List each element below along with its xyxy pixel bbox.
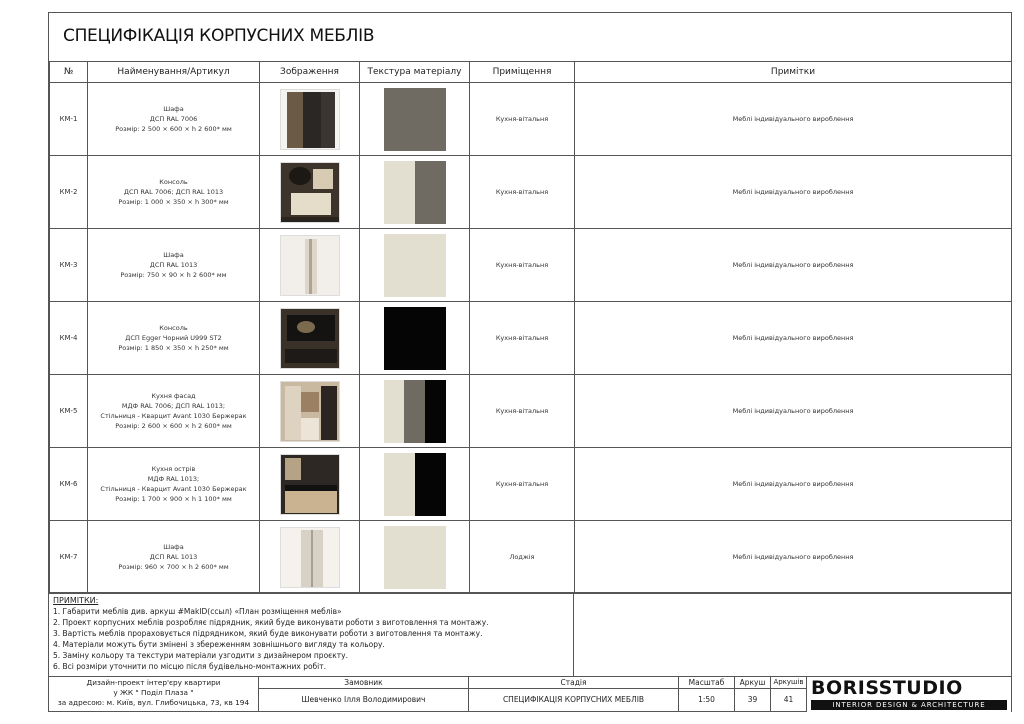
swatch-color (415, 161, 446, 224)
title-band (49, 13, 1011, 62)
row-code: КМ-6 (50, 448, 88, 521)
swatch-color (384, 161, 415, 224)
logo-text: BORISSTUDIO (811, 677, 963, 699)
customer-value: Шевченко Ілля Володимирович (301, 695, 426, 704)
row-room: Кухня-вітальня (470, 83, 575, 156)
studio-logo (807, 677, 1011, 712)
swatch-color (425, 380, 446, 443)
scale-value: 1:50 (698, 695, 715, 704)
row-name-line: Розмір: 1 700 × 900 × h 1 100* мм (115, 495, 232, 503)
row-texture-cell (360, 156, 470, 229)
row-image-cell (260, 448, 360, 521)
row-name (88, 156, 260, 229)
table-row (50, 375, 1012, 448)
row-code: КМ-2 (50, 156, 88, 229)
row-name-line: ДСП RAL 7006 (149, 115, 198, 123)
table-row (50, 83, 1012, 156)
spec-table (49, 61, 1012, 594)
row-texture-cell (360, 229, 470, 302)
swatch-color (384, 234, 446, 297)
row-room: Кухня-вітальня (470, 302, 575, 375)
header-image: Зображення (260, 62, 360, 83)
row-name (88, 229, 260, 302)
row-name-line: ДСП Egger Чорний U999 ST2 (125, 334, 222, 342)
row-note: Меблі індивідуального вироблення (575, 156, 1012, 229)
row-name (88, 83, 260, 156)
row-name (88, 448, 260, 521)
customer-cell (259, 677, 469, 712)
document-sheet (48, 12, 1012, 712)
address-line: у ЖК " Поділ Плаза " (113, 688, 194, 697)
row-name-line: МДФ RAL 1013; (147, 475, 200, 483)
row-texture-cell (360, 302, 470, 375)
row-room: Кухня-вітальня (470, 229, 575, 302)
row-room: Кухня-вітальня (470, 448, 575, 521)
sheet-label: Аркуш (739, 678, 766, 687)
row-room: Кухня-вітальня (470, 375, 575, 448)
row-name-line: Розмір: 960 × 700 × h 2 600* мм (118, 563, 229, 571)
row-note: Меблі індивідуального вироблення (575, 229, 1012, 302)
header-room: Приміщення (470, 62, 575, 83)
row-name-line: Кухня острів (151, 465, 196, 473)
table-row (50, 302, 1012, 375)
row-name-line: Консоль (159, 324, 188, 332)
page-title: СПЕЦИФІКАЦІЯ КОРПУСНИХ МЕБЛІВ (63, 26, 375, 46)
row-code: КМ-5 (50, 375, 88, 448)
row-name-line: Розмір: 750 × 90 × h 2 600* мм (120, 271, 227, 279)
address-line: Дизайн-проект інтер'єру квартири (86, 678, 221, 687)
row-note: Меблі індивідуального вироблення (575, 302, 1012, 375)
row-name-line: Стільниця - Кварцит Avant 1030 Бержерак (100, 412, 247, 420)
furniture-image (280, 454, 340, 515)
row-note: Меблі індивідуального вироблення (575, 448, 1012, 521)
swatch-color (384, 453, 415, 516)
table-row (50, 156, 1012, 229)
notes-item: 1. Габарити меблів див. аркуш #MakID(ссыл) «План розміщення меблів» (53, 607, 342, 616)
sheet-value: 39 (747, 695, 758, 704)
notes-item: 5. Заміну кольору та текстури матеріали узгодити з дизайнером проєкту. (53, 651, 348, 660)
row-texture-cell (360, 83, 470, 156)
swatch-color (384, 526, 446, 589)
furniture-image (280, 235, 340, 296)
row-texture-cell (360, 448, 470, 521)
furniture-image (280, 162, 340, 223)
furniture-image (280, 89, 340, 150)
stage-cell (469, 677, 679, 712)
row-name-line: Розмір: 2 600 × 600 × h 2 600* мм (115, 422, 232, 430)
row-name-line: Шафа (163, 251, 184, 259)
notes-item: 6. Всі розміри уточнити по місцю після будівельно-монтажних робіт. (53, 662, 327, 671)
row-code: КМ-1 (50, 83, 88, 156)
stage-value: СПЕЦИФІКАЦІЯ КОРПУСНИХ МЕБЛІВ (502, 695, 645, 704)
row-image-cell (260, 83, 360, 156)
row-note: Меблі індивідуального вироблення (575, 375, 1012, 448)
row-name-line: Розмір: 1 000 × 350 × h 300* мм (118, 198, 229, 206)
row-note: Меблі індивідуального вироблення (575, 83, 1012, 156)
notes-item: 3. Вартість меблів прораховується підрядником, який буде виконувати роботи з виготовлення та монтажу. (53, 629, 483, 638)
notes-item: 4. Матеріали можуть бути змінені з збереженням зовнішнього вигляду та кольору. (53, 640, 385, 649)
row-note: Меблі індивідуального вироблення (575, 521, 1012, 594)
material-swatch (384, 234, 446, 297)
swatch-color (404, 380, 425, 443)
header-name: Найменування/Артикул (88, 62, 260, 83)
swatch-color (384, 307, 446, 370)
sheets-value: 41 (783, 695, 794, 704)
row-name-line: ДСП RAL 7006; ДСП RAL 1013 (123, 188, 224, 196)
row-texture-cell (360, 521, 470, 594)
row-image-cell (260, 375, 360, 448)
furniture-image (280, 527, 340, 588)
row-name-line: Консоль (159, 178, 188, 186)
row-room: Лоджія (470, 521, 575, 594)
notes-block (49, 592, 574, 676)
swatch-color (384, 88, 446, 151)
row-image-cell (260, 521, 360, 594)
material-swatch (384, 526, 446, 589)
row-name-line: Стільниця - Кварцит Avant 1030 Бержерак (100, 485, 247, 493)
row-name-line: Шафа (163, 543, 184, 551)
furniture-image (280, 381, 340, 442)
row-name (88, 375, 260, 448)
customer-label: Замовник (344, 678, 383, 687)
row-code: КМ-7 (50, 521, 88, 594)
sheet-cell (735, 677, 771, 712)
row-code: КМ-3 (50, 229, 88, 302)
row-name-line: ДСП RAL 1013 (149, 261, 198, 269)
project-address (49, 677, 259, 712)
row-name-line: Шафа (163, 105, 184, 113)
material-swatch (384, 380, 446, 443)
table-row (50, 521, 1012, 594)
stage-label: Стадія (560, 678, 587, 687)
scale-label: Масштаб (688, 678, 725, 687)
notes-item: 2. Проект корпусних меблів розробляє підрядник, який буде виконувати роботи з виготовлення та монтажу. (53, 618, 489, 627)
table-row (50, 448, 1012, 521)
row-name-line: Розмір: 1 850 × 350 × h 250* мм (118, 344, 229, 352)
header-texture: Текстура матеріалу (360, 62, 470, 83)
row-name-line: Розмір: 2 500 × 600 × h 2 600* мм (115, 125, 232, 133)
row-name-line: Кухня фасад (151, 392, 196, 400)
notes-empty-area (574, 592, 1011, 676)
material-swatch (384, 161, 446, 224)
material-swatch (384, 307, 446, 370)
furniture-image (280, 308, 340, 369)
row-texture-cell (360, 375, 470, 448)
header-number: № (50, 62, 88, 83)
row-image-cell (260, 302, 360, 375)
address-line: за адресою: м. Київ, вул. Глибочицька, 73, кв 194 (57, 698, 250, 707)
swatch-color (415, 453, 446, 516)
material-swatch (384, 453, 446, 516)
row-image-cell (260, 156, 360, 229)
table-header-row (50, 62, 1012, 83)
row-name-line: ДСП RAL 1013 (149, 553, 198, 561)
logo-tagline: INTERIOR DESIGN & ARCHITECTURE (811, 700, 1007, 710)
swatch-color (384, 380, 405, 443)
row-room: Кухня-вітальня (470, 156, 575, 229)
row-image-cell (260, 229, 360, 302)
row-code: КМ-4 (50, 302, 88, 375)
scale-cell (679, 677, 735, 712)
row-name-line: МДФ RAL 7006; ДСП RAL 1013; (121, 402, 226, 410)
header-notes: Примітки (575, 62, 1012, 83)
row-name (88, 302, 260, 375)
row-name (88, 521, 260, 594)
sheets-cell (771, 677, 807, 712)
title-block (49, 676, 1011, 712)
material-swatch (384, 88, 446, 151)
table-row (50, 229, 1012, 302)
notes-heading: ПРИМІТКИ: (53, 596, 99, 605)
sheets-label: Аркушів (773, 678, 804, 686)
